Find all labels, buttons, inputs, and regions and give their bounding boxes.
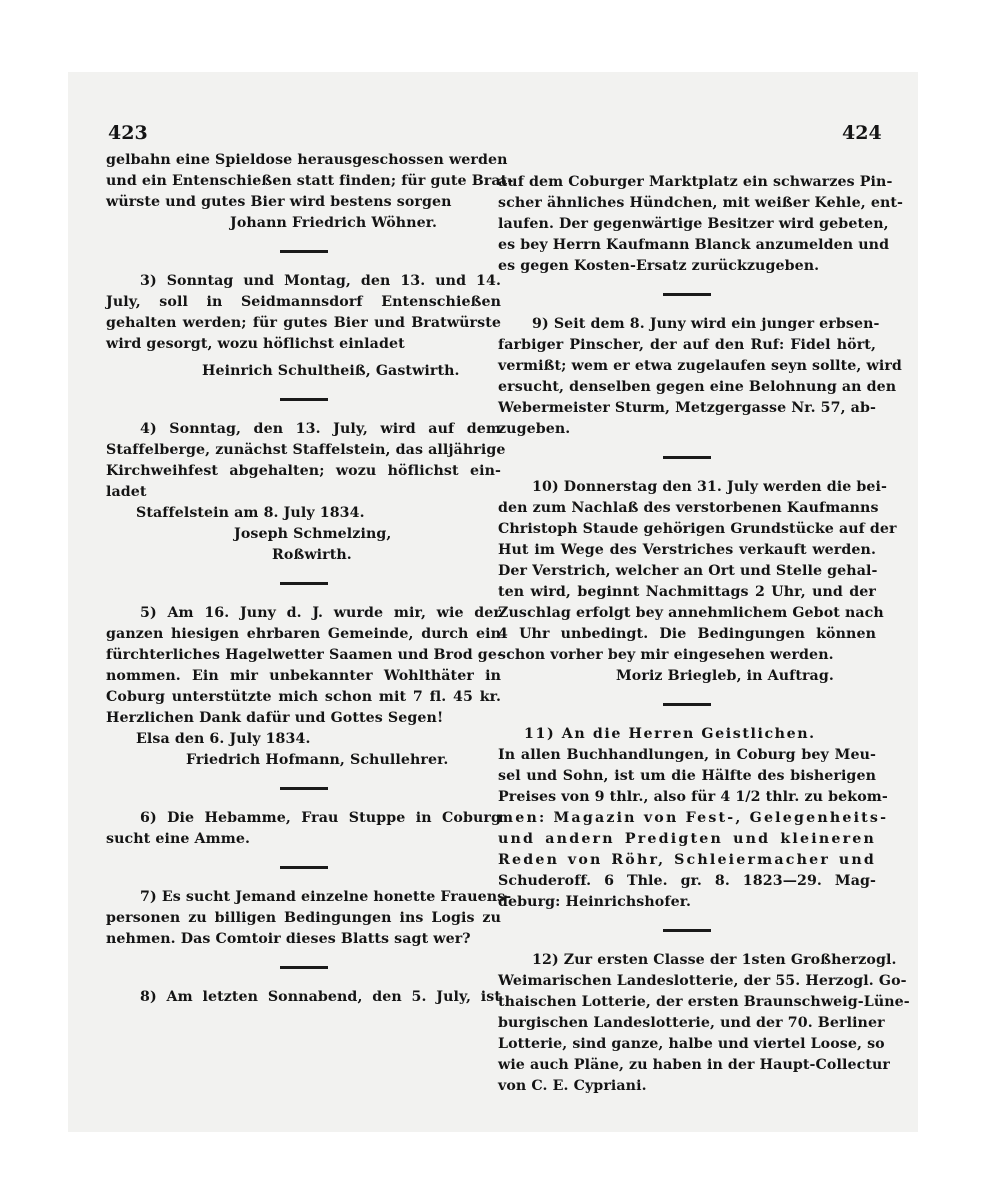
text-line: 4) Sonntag, den 13. July, wird auf dem bbox=[140, 421, 501, 437]
place-date: Elsa den 6. July 1834. bbox=[136, 731, 311, 747]
text-line: und ein Entenschießen statt finden; für gute Brat- bbox=[106, 173, 514, 189]
text-line: 7) Es sucht Jemand einzelne honette Frauens- bbox=[140, 889, 512, 905]
text-line: ersucht, denselben gegen eine Belohnung an den bbox=[498, 379, 897, 395]
notice-8-continuation bbox=[498, 172, 904, 277]
notice-7 bbox=[106, 887, 512, 950]
text-line: thaischen Lotterie, der ersten Braunschweig-Lüne- bbox=[498, 994, 910, 1010]
text-line: scher ähnliches Hündchen, mit weißer Kehle, ent- bbox=[498, 195, 904, 211]
left-column bbox=[106, 150, 514, 1008]
text-line: Herzlichen Dank dafür und Gottes Segen! bbox=[106, 710, 444, 726]
text-line: 6) Die Hebamme, Frau Stuppe in Coburg bbox=[140, 810, 501, 826]
signature: Moriz Briegleb, in Auftrag. bbox=[616, 668, 834, 684]
text-line: schon vorher bey mir eingesehen werden. bbox=[498, 647, 834, 663]
text-line: laufen. Der gegenwärtige Besitzer wird gebeten, bbox=[498, 216, 889, 232]
text-line: fürchterliches Hagelwetter Saamen und Brod ge- bbox=[106, 647, 503, 663]
notice-8 bbox=[106, 987, 501, 1008]
text-line: Der Verstrich, welcher an Ort und Stelle gehal- bbox=[498, 563, 878, 579]
text-line: deburg: Heinrichshofer. bbox=[498, 894, 692, 910]
separator-rule bbox=[663, 929, 711, 932]
text-line: nehmen. Das Comtoir dieses Blatts sagt wer? bbox=[106, 931, 471, 947]
notice-4 bbox=[106, 419, 506, 566]
text-line: ladet bbox=[106, 484, 147, 500]
text-line: In allen Buchhandlungen, in Coburg bey Meu- bbox=[498, 747, 876, 763]
text-line: den zum Nachlaß des verstorbenen Kaufmanns bbox=[498, 500, 879, 516]
page-number-right: 424 bbox=[842, 122, 882, 144]
text-line: Lotterie, sind ganze, halbe und viertel Loose, so bbox=[498, 1036, 885, 1052]
signature: Friedrich Hofmann, Schullehrer. bbox=[186, 752, 449, 768]
signature-title: Roßwirth. bbox=[272, 547, 352, 563]
notice-2-continuation bbox=[106, 150, 514, 234]
text-line: auf dem Coburger Marktplatz ein schwarzes Pin- bbox=[498, 174, 893, 190]
text-line: würste und gutes Bier wird bestens sorgen bbox=[106, 194, 452, 210]
text-line: 4 Uhr unbedingt. Die Bedingungen können bbox=[498, 626, 876, 642]
right-column bbox=[498, 172, 910, 1097]
text-line: Reden von Röhr, Schleiermacher und bbox=[498, 852, 876, 868]
notice-6 bbox=[106, 808, 501, 850]
text-line: July, soll in Seidmannsdorf Entenschießen bbox=[106, 294, 501, 310]
text-line: Coburg unterstützte mich schon mit 7 fl. 45 kr. bbox=[106, 689, 501, 705]
separator-rule bbox=[280, 966, 328, 969]
text-line: ten wird, beginnt Nachmittags 2 Uhr, und der bbox=[498, 584, 876, 600]
text-line: Preises von 9 thlr., also für 4 1/2 thlr. zu bekom- bbox=[498, 789, 888, 805]
text-line: gehalten werden; für gutes Bier und Bratwürste bbox=[106, 315, 501, 331]
text-line: burgischen Landeslotterie, und der 70. Berliner bbox=[498, 1015, 885, 1031]
text-line: 12) Zur ersten Classe der 1sten Großherzogl. bbox=[532, 952, 897, 968]
text-line: von C. E. Cypriani. bbox=[498, 1078, 647, 1094]
separator-rule bbox=[663, 456, 711, 459]
place-date: Staffelstein am 8. July 1834. bbox=[136, 505, 365, 521]
text-line: 10) Donnerstag den 31. July werden die bei- bbox=[532, 479, 888, 495]
signature: Heinrich Schultheiß, Gastwirth. bbox=[202, 363, 460, 379]
text-line: 8) Am letzten Sonnabend, den 5. July, ist bbox=[140, 989, 501, 1005]
separator-rule bbox=[663, 703, 711, 706]
text-line: es gegen Kosten-Ersatz zurückzugeben. bbox=[498, 258, 820, 274]
text-line: gelbahn eine Spieldose herausgeschossen werden bbox=[106, 152, 508, 168]
text-line: vermißt; wem er etwa zugelaufen seyn sollte, wird bbox=[498, 358, 902, 374]
text-line: und andern Predigten und kleineren bbox=[498, 831, 876, 847]
text-line: ganzen hiesigen ehrbaren Gemeinde, durch ein bbox=[106, 626, 501, 642]
text-line: Weimarischen Landeslotterie, der 55. Herzogl. Go- bbox=[498, 973, 907, 989]
signature: Johann Friedrich Wöhner. bbox=[230, 215, 438, 231]
text-line: sucht eine Amme. bbox=[106, 831, 251, 847]
notice-5 bbox=[106, 603, 501, 771]
text-line: personen zu billigen Bedingungen ins Logis zu bbox=[106, 910, 501, 926]
notice-10 bbox=[498, 477, 897, 687]
separator-rule bbox=[280, 398, 328, 401]
text-line: sel und Sohn, ist um die Hälfte des bisherigen bbox=[498, 768, 876, 784]
text-line: Hut im Wege des Verstriches verkauft werden. bbox=[498, 542, 876, 558]
text-line: 9) Seit dem 8. Juny wird ein junger erbsen- bbox=[532, 316, 880, 332]
signature: Joseph Schmelzing, bbox=[234, 526, 392, 542]
text-line: Zuschlag erfolgt bey annehmlichem Gebot nach bbox=[498, 605, 884, 621]
separator-rule bbox=[280, 787, 328, 790]
separator-rule bbox=[280, 582, 328, 585]
separator-rule bbox=[663, 293, 711, 296]
text-line: Christoph Staude gehörigen Grundstücke auf der bbox=[498, 521, 897, 537]
text-line: farbiger Pinscher, der auf den Ruf: Fidel hört, bbox=[498, 337, 876, 353]
text-line: 5) Am 16. Juny d. J. wurde mir, wie der bbox=[140, 605, 501, 621]
text-line: Kirchweihfest abgehalten; wozu höflichst ein- bbox=[106, 463, 501, 479]
text-line: es bey Herrn Kaufmann Blanck anzumelden und bbox=[498, 237, 890, 253]
text-line: wird gesorgt, wozu höflichst einladet bbox=[106, 336, 405, 352]
text-line: men: Magazin von Fest-, Gelegenheits- bbox=[498, 810, 889, 826]
text-line: wie auch Pläne, zu haben in der Haupt-Collectur bbox=[498, 1057, 890, 1073]
text-line: zugeben. bbox=[498, 421, 571, 437]
text-line: Staffelberge, zunächst Staffelstein, das alljährige bbox=[106, 442, 506, 458]
separator-rule bbox=[280, 866, 328, 869]
page-number-left: 423 bbox=[108, 122, 148, 144]
text-line: 3) Sonntag und Montag, den 13. und 14. bbox=[140, 273, 501, 289]
notice-9 bbox=[498, 314, 902, 440]
separator-rule bbox=[280, 250, 328, 253]
text-line: nommen. Ein mir unbekannter Wohlthäter in bbox=[106, 668, 501, 684]
notice-3 bbox=[106, 271, 501, 382]
notice-12 bbox=[498, 950, 910, 1097]
text-line: Webermeister Sturm, Metzgergasse Nr. 57, ab- bbox=[498, 400, 876, 416]
notice-heading: 11) An die Herren Geistlichen. bbox=[524, 726, 816, 742]
text-line: Schuderoff. 6 Thle. gr. 8. 1823—29. Mag- bbox=[498, 873, 876, 889]
notice-11 bbox=[498, 724, 889, 913]
